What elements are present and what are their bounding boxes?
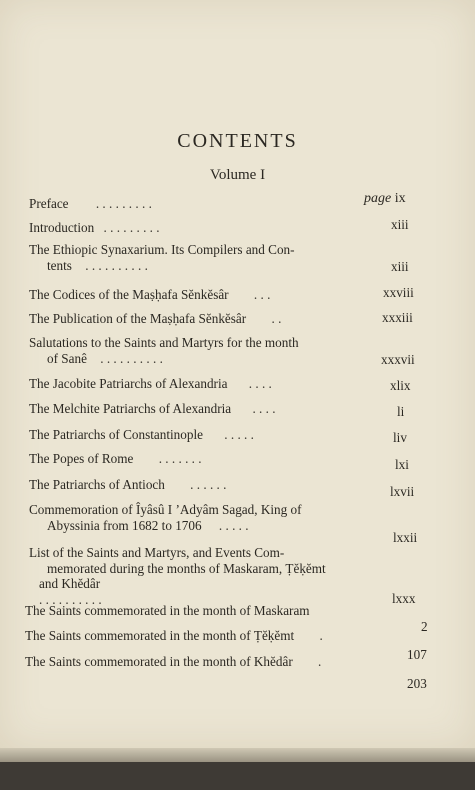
toc-entry-constantinople <box>29 427 414 443</box>
toc-entry-codices <box>29 287 414 303</box>
entry-title-continued-2: and Khĕdâr <box>39 576 101 591</box>
entry-title: The Saints commemorated in the month of Ṭĕḳĕmt <box>25 628 295 643</box>
leader-dots: . . . <box>253 287 271 302</box>
leader-dots: . . . . <box>248 376 272 391</box>
entry-title: The Saints commemorated in the month of Khĕdâr <box>25 654 293 669</box>
toc-entry-publication <box>29 311 414 327</box>
page-number: xxxiii <box>382 310 413 325</box>
page-number: lxi <box>395 457 409 472</box>
leader-dots: . <box>318 654 322 669</box>
page-number: xxviii <box>383 285 414 300</box>
page-number: lxxx <box>392 591 416 606</box>
toc-entry-melchite-patriarchs <box>29 401 414 417</box>
entry-title: The Patriarchs of Constantinople <box>29 427 203 442</box>
toc-entry-popes-of-rome <box>29 451 414 467</box>
page-number: xiii <box>391 259 409 274</box>
entry-title: The Popes of Rome <box>29 451 134 466</box>
entry-title: The Publication of the Maṣḥafa Sĕnkĕsâr <box>29 311 247 326</box>
toc-entry-list-of-saints <box>29 545 414 607</box>
entry-title: List of the Saints and Martyrs, and Events Com- <box>29 545 285 560</box>
entry-title: The Saints commemorated in the month of Maskaram <box>25 603 310 618</box>
toc-entry-jacobite-patriarchs <box>29 376 414 392</box>
page-number: 2 <box>421 619 428 634</box>
entry-title: The Ethiopic Synaxarium. Its Compilers and Con- <box>29 242 295 257</box>
page-edge <box>0 748 475 762</box>
page-number: 203 <box>407 676 427 691</box>
entry-title: The Patriarchs of Antioch <box>29 477 165 492</box>
leader-dots: . . . . . . . . . . <box>100 350 163 366</box>
page-number: li <box>397 404 405 419</box>
leader-dots: . . . . . . . . . <box>103 220 160 235</box>
toc-entry-antioch <box>29 477 414 493</box>
entry-title: Commemoration of Îyâsû I ’Adyâm Sagad, King of <box>29 502 302 517</box>
toc-entry-maskaram <box>25 603 425 619</box>
leader-dots: . . . . <box>252 401 276 416</box>
page-value: ix <box>394 191 406 206</box>
contents-heading: CONTENTS <box>177 130 298 152</box>
entry-title-continued: of Sanê <box>47 350 87 366</box>
entry-title: The Jacobite Patriarchs of Alexandria <box>29 376 228 391</box>
leader-dots: . <box>319 628 323 643</box>
leader-dots: . . . . . . <box>190 477 227 492</box>
entry-title: Salutations to the Saints and Martyrs for the month <box>29 335 299 350</box>
page-number: xlix <box>390 378 411 393</box>
entry-title-continued: Abyssinia from 1682 to 1706 <box>47 517 202 533</box>
page-number: lxxii <box>393 530 418 545</box>
entry-title: Preface <box>29 196 69 211</box>
leader-dots: . . . . . . . . . . <box>39 591 102 607</box>
entry-title: The Codices of the Maṣḥafa Sĕnkĕsâr <box>29 287 229 302</box>
toc-entry-salutations <box>29 335 414 366</box>
volume-heading: Volume I <box>209 167 266 183</box>
toc-entry-tekemt <box>25 628 425 644</box>
page-prefix: page <box>364 191 392 206</box>
entry-title: The Melchite Patriarchs of Alexandria <box>29 401 232 416</box>
leader-dots: . . . . . . . <box>158 451 202 466</box>
page-number: xiii <box>391 217 409 232</box>
leader-dots: . . <box>271 311 282 326</box>
page-number <box>364 191 406 207</box>
page-number: xxxvii <box>381 352 415 367</box>
toc-entry-synaxarium <box>29 242 414 273</box>
toc-entry-commemoration-iyasu <box>29 502 414 533</box>
entry-title-continued: memorated during the months of Maskaram, Ṭĕḳĕmt <box>47 560 326 576</box>
leader-dots: . . . . . <box>224 427 254 442</box>
entry-title-continued: tents <box>47 257 72 273</box>
leader-dots: . . . . . . . . . <box>95 196 152 211</box>
leader-dots: . . . . . <box>218 517 249 533</box>
toc-entry-khedar <box>25 654 425 670</box>
toc-entry-preface <box>29 196 414 212</box>
page-number: lxvii <box>390 484 415 499</box>
leader-dots: . . . . . . . . . . <box>85 257 148 273</box>
toc-entry-introduction <box>29 220 414 236</box>
page-number: liv <box>393 430 407 445</box>
entry-title: Introduction <box>29 220 95 235</box>
background-surface <box>0 762 475 790</box>
page-number: 107 <box>407 647 427 662</box>
